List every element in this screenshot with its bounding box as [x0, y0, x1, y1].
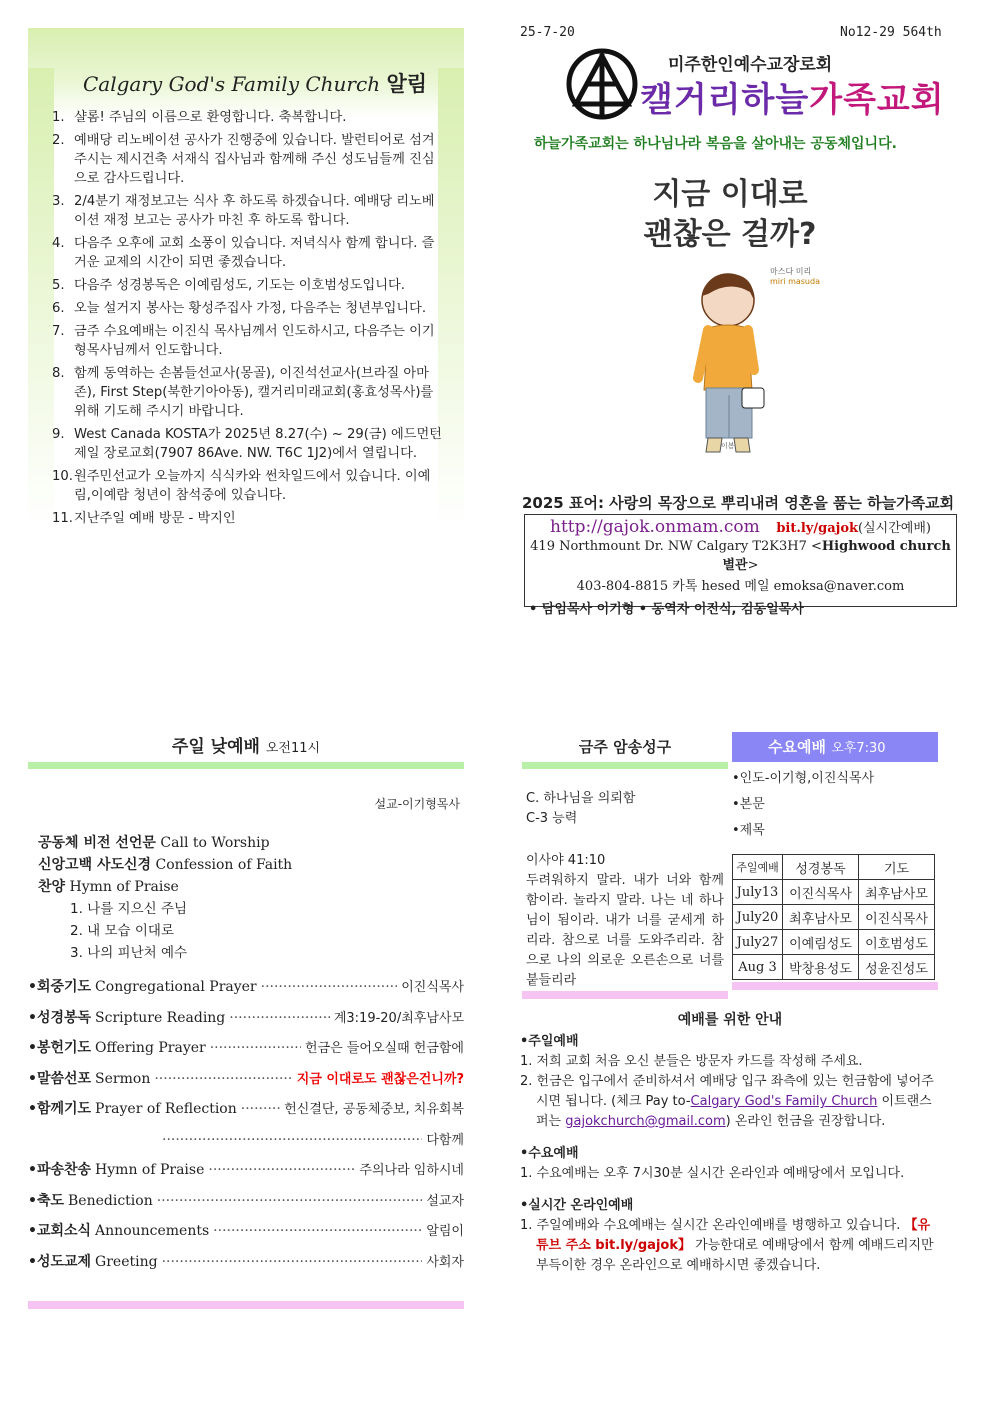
order-row: •회중기도 Congregational Prayer ····· 이진식목사: [28, 976, 464, 1007]
guide-item: 1. 저희 교회 처음 오신 분들은 방문자 카드를 작성해 주세요.: [520, 1054, 863, 1069]
order-row: ····· 다함께: [28, 1129, 464, 1160]
wednesday-title: 수요예배 오후7:30: [732, 732, 938, 762]
bulletin-number: No12-29 564th: [840, 25, 942, 40]
hymn-item: 2. 내 모습 이대로: [70, 923, 174, 939]
order-row: •성경봉독 Scripture Reading ····· 계3:19-20/최후남사모: [28, 1007, 464, 1038]
book-title-line2: 괜찮은 걸까?: [643, 217, 817, 252]
book-title: [620, 175, 840, 255]
guide-section-title: •실시간 온라인예배: [520, 1198, 634, 1213]
guide-section-title: •주일예배: [520, 1034, 579, 1049]
table-row: Aug 3 박창용성도 성윤진성도: [733, 955, 935, 980]
youtube-link[interactable]: 【유튜브 주소 bit.ly/gajok】: [536, 1218, 931, 1253]
staff-line: • 담임목사 이기형 • 동역자 이진식, 김동일목사: [529, 602, 804, 617]
notice-item: 5. 다음주 성경봉독은 이예림성도, 기도는 이호범성도입니다.: [52, 278, 405, 293]
order-top: 공동체 비전 선언문 Call to Worship 신앙고백 사도신경 Confession of Faith 찬양 Hymn of Praise: [38, 835, 293, 895]
live-label: (실시간예배): [858, 521, 931, 536]
order-row: •교회소식 Announcements ····· 알림이: [28, 1220, 464, 1251]
wednesday-items: [732, 762, 938, 844]
table-row: July20 최후남사모 이진식목사: [733, 905, 935, 930]
divider: [28, 762, 464, 769]
divider: [522, 762, 728, 769]
order-of-service: [28, 976, 464, 1281]
table-row: July13 이진식목사 최후남사모: [733, 880, 935, 905]
wednesday-item: •인도-이기형,이진식목사: [732, 771, 875, 786]
table-row: July27 이예림성도 이호범성도: [733, 930, 935, 955]
table-header-row: 주일예배 성경봉독 기도: [733, 855, 935, 880]
payee-link[interactable]: Calgary God's Family Church: [690, 1094, 878, 1109]
order-row: •축도 Benediction ····· 설교자: [28, 1190, 464, 1221]
memory-verse-section: [522, 732, 728, 999]
notice-item: 1. 샬롬! 주님의 이름으로 환영합니다. 축복합니다.: [52, 110, 347, 125]
notice-item: 10. 원주민선교가 오늘까지 식식카와 썬차일드에서 있습니다. 이예림,이예람 청년이 참석중에 있습니다.: [52, 469, 431, 503]
hymn-item: 1. 나를 지으신 주님: [70, 901, 188, 917]
church-name: [640, 72, 945, 121]
person-illustration: [680, 270, 780, 460]
notice-item: 8. 함께 동역하는 손봄들선교사(몽골), 이진석선교사(브라질 아마존), First Step(북한기아아동), 캘거리미래교회(홍효성목사)를 위해 기도해 주시기 바랍니다.: [52, 366, 434, 419]
phone-email: 403-804-8815 카톡 hesed 메일 emoksa@naver.com: [576, 579, 905, 594]
notices-section: [28, 28, 464, 528]
wednesday-worship-section: [732, 732, 938, 990]
notice-item: 2. 예배당 리노베이션 공사가 진행중에 있습니다. 발런티어로 섬겨 주시는 제시건축 서재식 집사님과 함께해 주신 성도님들께 진심으로 감사드립니다.: [52, 133, 435, 186]
preacher: 설교-이기형목사: [374, 797, 460, 811]
notices-title-label: 알림: [386, 72, 428, 96]
book-publisher: 이봄: [721, 442, 735, 450]
guide-item: 1. 수요예배는 오후 7시30분 실시간 온라인과 예배당에서 모입니다.: [520, 1166, 905, 1181]
order-row: •말씀선포 Sermon ····· 지금 이대로도 괜찮은건니까?: [28, 1068, 464, 1099]
hymn-item: 3. 나의 피난처 예수: [70, 945, 188, 961]
church-logo-icon: [566, 48, 638, 120]
guide-title: 예배를 위한 안내: [677, 1012, 783, 1028]
verse-body: C. 하나님을 의뢰함 C-3 능력 이사야 41:10 두려워하지 말라. 내가 너와 함께 함이라. 놀라지 말라. 나는 네 하나님이 됨이라. 내가 너를 굳세게 하리라. 참으로 너를 도와주리라. 참으로 나의 의로운 오른손으로 너를 붙들리라: [526, 791, 724, 988]
order-row: •성도교제 Greeting ····· 사회자: [28, 1251, 464, 1282]
schedule-table: [732, 854, 935, 980]
notice-item: 3. 2/4분기 재정보고는 식사 후 하도록 하겠습니다. 예배당 리노베이션 재정 보고는 공사가 마친 후 하도록 합니다.: [52, 194, 435, 228]
worship-title: 주일 낮예배 오전11시: [171, 737, 321, 757]
address: 419 Northmount Dr. NW Calgary T2K3H7 <Highwood church 별관>: [530, 539, 951, 573]
email-link[interactable]: gajokchurch@gmail.com: [565, 1114, 726, 1129]
wednesday-item: •제목: [732, 823, 765, 838]
book-author: 마스다 미리 miri masuda: [770, 267, 820, 286]
notices-title: [83, 68, 427, 98]
notice-item: 11. 지난주일 예배 방문 - 박지인: [52, 511, 236, 526]
notice-item: 4. 다음주 오후에 교회 소풍이 있습니다. 저녁식사 함께 합니다. 즐거운 교제의 시간이 되면 좋겠습니다.: [52, 236, 435, 270]
wednesday-item: •본문: [732, 797, 765, 812]
divider: [28, 1301, 464, 1309]
notice-item: 7. 금주 수요예배는 이진식 목사님께서 인도하시고, 다음주는 이기형목사님께서 인도합니다.: [52, 324, 435, 358]
verse-title: 금주 암송성구: [578, 738, 672, 756]
hymn-list: [28, 898, 464, 964]
guide-item: 1. 주일예배와 수요예배는 실시간 온라인예배를 병행하고 있습니다. 【유튜브 주소 bit.ly/gajok】 가능한대로 예배당에서 함께 예배드리지만 부득이한 경우 온라인으로 예배하시면 좋겠습니다.: [520, 1218, 934, 1273]
notice-item: 6. 오늘 설거지 봉사는 황성주집사 가정, 다음주는 청년부입니다.: [52, 301, 427, 316]
denomination: 미주한인예수교장로회: [668, 55, 833, 75]
church-name-part2: 가족교회: [809, 80, 945, 120]
order-row: •봉헌기도 Offering Prayer ····· 헌금은 들어오실때 헌금함에: [28, 1037, 464, 1068]
order-row: •함께기도 Prayer of Reflection ····· 헌신결단, 공동체중보, 치유회복: [28, 1098, 464, 1129]
divider: [522, 991, 728, 999]
guide-item: 2. 헌금은 입구에서 준비하셔서 예배당 입구 좌측에 있는 헌금함에 넣어주시면 됩니다. (체크 Pay to-Calgary God's Family Church 이트랜스퍼는 gajokchurch@gmail.com) 온라인 헌금을 권장합니다.: [520, 1074, 934, 1129]
church-motto: 하늘가족교회는 하나님나라 복음을 살아내는 공동체입니다.: [534, 136, 897, 152]
live-stream-link[interactable]: bit.ly/gajok: [776, 521, 859, 536]
book-title-line1: 지금 이대로: [652, 177, 808, 212]
leaf-decoration-left: [28, 68, 54, 528]
notice-list: [52, 108, 442, 532]
worship-guide: [520, 1010, 940, 1276]
book-cover: [620, 175, 840, 480]
notices-title-church: Calgary God's Family Church: [83, 72, 381, 96]
church-name-part1: 캘거리하늘: [640, 80, 810, 120]
contact-box: [524, 514, 957, 617]
guide-section-title: •수요예배: [520, 1146, 579, 1161]
divider: [732, 982, 938, 990]
bulletin-date: 25-7-20: [520, 25, 575, 40]
notice-item: 9. West Canada KOSTA가 2025년 8.27(수) ~ 29(금) 에드먼턴 제일 장로교회(7907 86Ave. NW. T6C 1J2)에서 열립니다.: [52, 427, 442, 461]
yearly-theme: 2025 표어: 사랑의 목장으로 뿌리내려 영혼을 품는 하늘가족교회: [522, 494, 955, 512]
website-link[interactable]: http://gajok.onmam.com: [550, 517, 760, 537]
sunday-worship-section: [28, 732, 464, 1309]
order-row: •파송찬송 Hymn of Praise ····· 주의나라 임하시네: [28, 1159, 464, 1190]
